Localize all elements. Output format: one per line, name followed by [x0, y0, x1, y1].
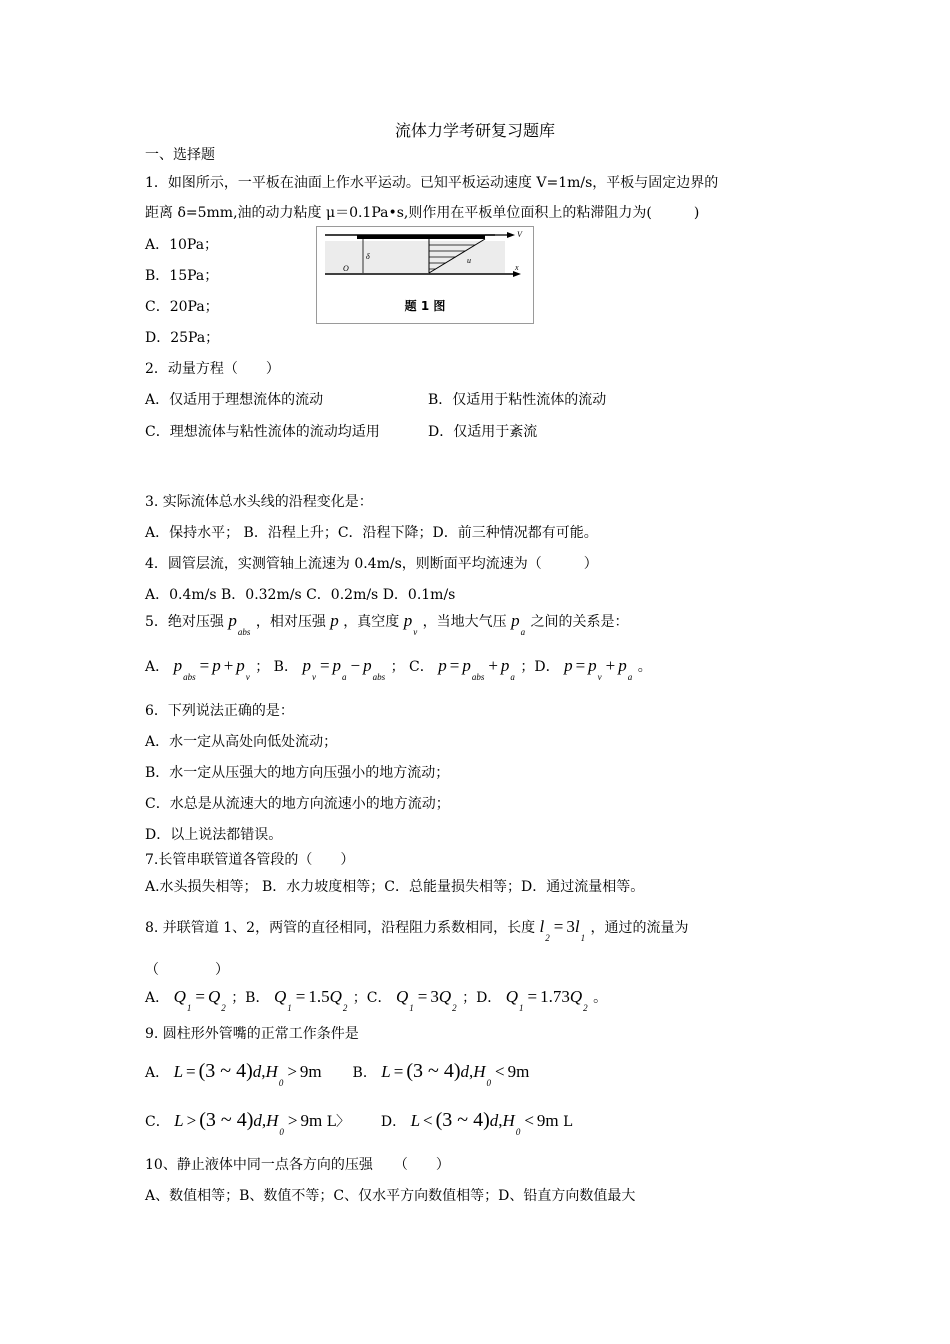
- q8-option-c-label: ；C．: [352, 990, 392, 1006]
- q8-end: 。: [593, 990, 608, 1006]
- q8-option-a-formula: $Q_1= Q_2$: [173, 987, 226, 1013]
- q8-option-b-formula: $Q_1= 1.5Q_2$: [273, 987, 348, 1013]
- q8-length-formula: $l_2= 3l_1$: [539, 917, 586, 943]
- q9-option-b-formula: L = (3 ~ $4)d,H_0< 9m$: [381, 1060, 530, 1088]
- p-v-symbol: $p_v$: [403, 611, 418, 637]
- q5-option-d-formula: $p = p_v+ p_a$: [564, 656, 633, 682]
- q1-stem-line1: 1．如图所示，一平板在油面上作水平运动。已知平板运动速度 V=1m/s，平板与固定边界的: [145, 175, 719, 191]
- q9-option-d-formula: L < (3 ~ $4)d,H_0< 9m$: [410, 1109, 559, 1137]
- p-symbol: p: [330, 611, 339, 630]
- q8-paren: （ ）: [145, 962, 229, 978]
- q8-options: [145, 987, 608, 1013]
- q2-stem: 2．动量方程（ ）: [145, 361, 280, 377]
- q6-option-c: C．水总是从流速大的地方向流速小的地方流动；: [145, 796, 450, 812]
- q9-option-a-label: A．: [145, 1065, 170, 1081]
- q9-option-c-formula: L > (3 ~ $4)d,H_0> 9m$: [174, 1109, 323, 1137]
- q9-option-c-tail: L〉: [326, 1114, 350, 1130]
- q5-options: [145, 656, 652, 682]
- flow-diagram: [317, 227, 533, 293]
- q6-option-d: D．以上说法都错误。: [145, 827, 283, 843]
- q1-figure: [316, 226, 534, 324]
- q6-option-b: B．水一定从压强大的地方向压强小的地方流动；: [145, 765, 450, 781]
- q9-option-b-label: B．: [352, 1065, 377, 1081]
- label-delta: δ: [366, 252, 370, 261]
- q5-option-a-formula: $p_{abs}= p + p_v$: [173, 656, 250, 682]
- q5-option-c-formula: $p = p_{abs}+ p_a$: [438, 656, 515, 682]
- q8-option-b-label: ；B．: [231, 990, 270, 1006]
- p-abs-symbol: $p_{abs}$: [228, 611, 251, 637]
- figure-caption: 题 1 图: [404, 299, 446, 313]
- q9-options-cd: [145, 1109, 573, 1137]
- q9-stem: 9. 圆柱形外管嘴的正常工作条件是: [145, 1026, 359, 1042]
- q9-option-c-label: C．: [145, 1114, 170, 1130]
- q8-option-a-label: A．: [145, 990, 170, 1006]
- q9-option-d-label: D．: [380, 1114, 407, 1130]
- q5-text-3: ，真空度: [343, 614, 400, 630]
- q4-stem: 4．圆管层流，实测管轴上流速为 0.4m/s，则断面平均流速为（ ）: [145, 556, 598, 572]
- q9-option-d-tail: L: [563, 1114, 573, 1130]
- q1-stem-line2: 距离 δ=5mm,油的动力粘度 μ＝0.1Pa•s,则作用在平板单位面积上的粘滞阻力为( ): [145, 205, 700, 221]
- p-a-symbol: $p_a$: [511, 611, 526, 637]
- q5-option-b-formula: $p_v= p_a- p_{abs}$: [302, 656, 386, 682]
- q3-options: A．保持水平； B．沿程上升；C．沿程下降；D．前三种情况都有可能。: [145, 525, 598, 541]
- q7-stem: 7.长管串联管道各管段的（ ）: [145, 852, 355, 868]
- q2-option-c: C．理想流体与粘性流体的流动均适用: [145, 424, 380, 440]
- q5-stem: [145, 611, 629, 637]
- velocity-arrow-icon: [507, 232, 515, 238]
- q5-option-a-label: A．: [145, 659, 170, 675]
- q8-option-d-formula: $Q_1= 1.73Q_2$: [505, 987, 588, 1013]
- q3-stem: 3. 实际流体总水头线的沿程变化是：: [145, 494, 373, 510]
- section-heading: 一、选择题: [145, 147, 215, 163]
- q9-options-ab: [145, 1060, 530, 1088]
- label-o: O: [343, 264, 349, 273]
- q8-option-d-label: ；D．: [462, 990, 502, 1006]
- q2-option-d: D．仅适用于紊流: [428, 424, 538, 440]
- q5-option-b-label: ； B．: [255, 659, 298, 675]
- q5-option-d-label: ；D．: [520, 659, 560, 675]
- q9-option-a-formula: L = (3 ~ $4)d,H_0> 9m$: [173, 1060, 322, 1088]
- label-u: u: [467, 256, 471, 265]
- q1-option-c: C．20Pa；: [145, 299, 219, 315]
- q5-text-1: 5．绝对压强: [145, 614, 224, 630]
- moving-plate: [357, 235, 485, 239]
- q8-option-c-formula: $Q_1= 3Q_2$: [395, 987, 457, 1013]
- q10-options: A、数值相等；B、数值不等；C、仅水平方向数值相等；D、铅直方向数值最大: [145, 1188, 636, 1204]
- label-v: V: [517, 230, 522, 239]
- q6-option-a: A．水一定从高处向低处流动；: [145, 734, 338, 750]
- q2-option-b: B．仅适用于粘性流体的流动: [428, 392, 607, 408]
- q5-text-2: ，相对压强: [255, 614, 326, 630]
- q5-text-4: ，当地大气压: [422, 614, 507, 630]
- q5-option-c-label: ； C．: [390, 659, 434, 675]
- q8-stem-a: 8. 并联管道 1、2，两管的直径相同，沿程阻力系数相同，长度: [145, 920, 536, 936]
- q5-text-5: 之间的关系是：: [530, 614, 629, 630]
- q1-option-b: B．15Pa；: [145, 268, 219, 284]
- q10-stem: 10、静止液体中同一点各方向的压强 （ ）: [145, 1157, 450, 1173]
- q6-stem: 6．下列说法正确的是：: [145, 703, 294, 719]
- q8-stem-b: ，通过的流量为: [590, 920, 689, 936]
- q1-option-d: D．25Pa；: [145, 330, 220, 346]
- page-title: 流体力学考研复习题库: [394, 121, 555, 140]
- q5-end: 。: [637, 659, 652, 675]
- q2-option-a: A．仅适用于理想流体的流动: [145, 392, 324, 408]
- q1-option-a: A．10Pa；: [145, 237, 219, 253]
- q8-stem: [145, 917, 689, 943]
- q7-options: A.水头损失相等； B．水力坡度相等；C．总能量损失相等；D．通过流量相等。: [145, 879, 645, 895]
- q4-options: A．0.4m/s B．0.32m/s C．0.2m/s D．0.1m/s: [145, 587, 456, 603]
- label-x: x: [515, 263, 519, 272]
